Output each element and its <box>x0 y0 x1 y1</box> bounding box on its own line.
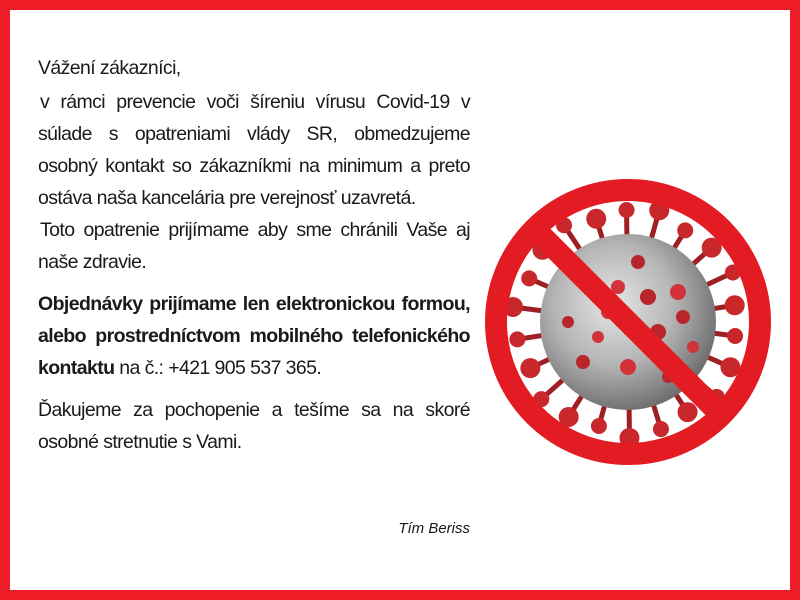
notice-text <box>38 52 470 458</box>
virus-spike-head <box>727 328 743 344</box>
orders-bold-text: Objednávky prijímame len elektronickou formou, alebo prostredníctvom mobilného telefonického kontaktu <box>38 293 470 379</box>
signature: Tím Beriss <box>398 520 470 537</box>
paragraph-orders <box>38 288 470 384</box>
virus-surface-spike <box>592 331 604 343</box>
greeting: Vážení zákazníci, <box>38 57 181 79</box>
virus-surface-spike <box>576 355 590 369</box>
paragraph-thanks: Ďakujeme za pochopenie a tešíme sa na skoré osobné stretnutie s Vami. <box>38 399 470 453</box>
virus-surface-spike <box>687 341 699 353</box>
virus-spike-head <box>520 358 540 378</box>
virus-spike-head <box>586 209 606 229</box>
virus-spike-head <box>725 295 745 315</box>
virus-spike-head <box>678 402 698 422</box>
paragraph-health: Toto opatrenie prijímame aby sme chránili Vaše aj naše zdravie. <box>38 219 470 273</box>
virus-spike-head <box>619 202 635 218</box>
virus-spike-head <box>653 421 669 437</box>
virus-surface-spike <box>670 284 686 300</box>
paragraph-prevention: v rámci prevencie voči šíreniu vírusu Covid-19 v súlade s opatreniami vlády SR, obmedzujeme osobný kontakt so zákazníkmi na minimum a preto ostáva naša kancelária pre verejnosť uzavretá. <box>38 91 470 209</box>
virus-surface-spike <box>620 359 636 375</box>
virus-surface-spike <box>676 310 690 324</box>
virus-surface-spike <box>640 289 656 305</box>
no-coronavirus-icon <box>478 172 778 472</box>
virus-spike-head <box>521 270 537 286</box>
virus-surface-spike <box>562 316 574 328</box>
virus-surface-spike <box>631 255 645 269</box>
orders-phone-text: na č.: +421 905 537 365. <box>114 357 322 379</box>
virus-spike-head <box>591 418 607 434</box>
virus-spike-head <box>509 331 525 347</box>
virus-spike-head <box>677 222 693 238</box>
